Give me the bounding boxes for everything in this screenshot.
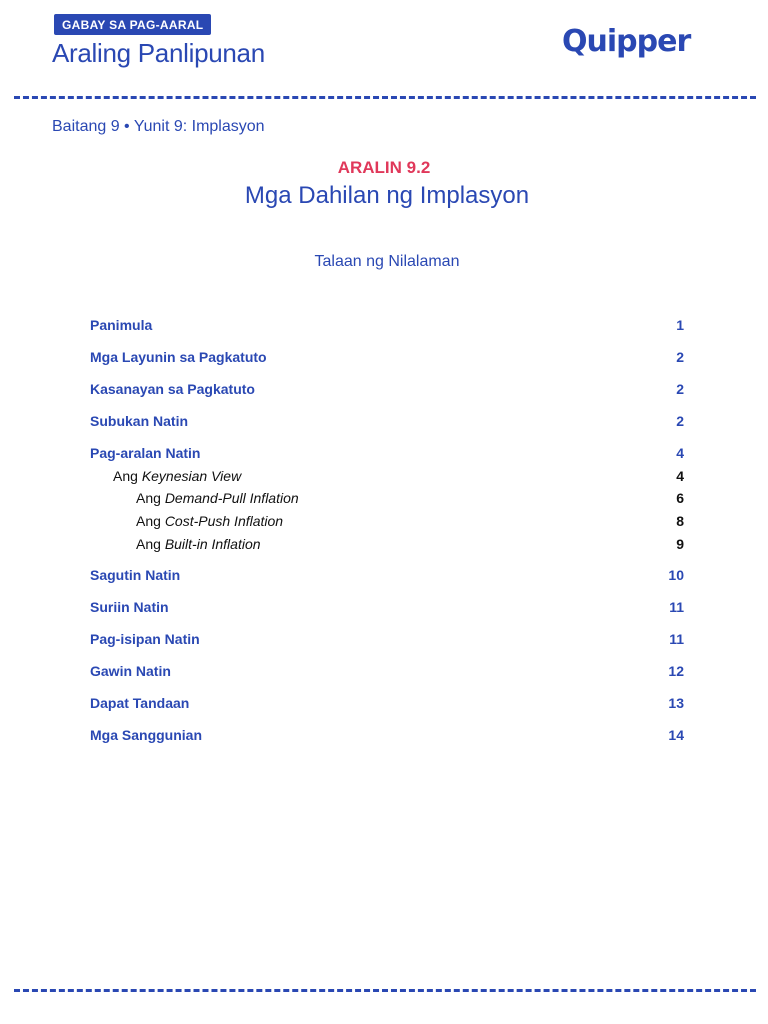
toc-item[interactable] [90, 693, 684, 713]
toc-item-page-number: 11 [669, 631, 684, 647]
toc-item-text: Pag-aralan Natin [90, 445, 201, 461]
lesson-title: Mga Dahilan ng Implasyon [244, 182, 530, 209]
toc-heading: Talaan ng Nilalaman [314, 253, 460, 270]
toc-item[interactable] [90, 565, 684, 585]
toc-item-page-number: 10 [668, 567, 684, 583]
toc-item-label [90, 445, 200, 461]
toc-item-label [90, 349, 267, 365]
toc-item-label [90, 663, 171, 679]
toc-item-italic-text: Cost-Push Inflation [164, 513, 284, 529]
toc-item-page-number: 1 [676, 317, 684, 333]
toc-item-text: Ang [136, 513, 165, 529]
toc-item-text: Ang [113, 468, 142, 484]
toc-item-text: Sagutin Natin [90, 567, 181, 583]
toc-item-page-number: 11 [669, 599, 684, 615]
toc-item-text: Suriin Natin [90, 599, 169, 615]
toc-item-italic-text: Demand-Pull Inflation [164, 490, 299, 506]
toc-item-text: Gawin Natin [90, 663, 171, 679]
toc-item-label [90, 490, 299, 506]
toc-item-page-number: 12 [668, 663, 684, 679]
toc-item[interactable] [90, 511, 684, 531]
toc-item-label [90, 567, 180, 583]
toc-item-page-number: 4 [676, 468, 684, 484]
toc-item[interactable] [90, 347, 684, 367]
toc-item-label [90, 513, 283, 529]
toc-item-italic-text: Built-in Inflation [164, 536, 261, 552]
toc-item-label [90, 631, 200, 647]
toc-item-page-number: 6 [676, 490, 684, 506]
toc-item-page-number: 4 [676, 445, 684, 461]
toc-item-page-number: 13 [668, 695, 684, 711]
toc-item-text: Mga Sanggunian [90, 727, 202, 743]
toc-item[interactable] [90, 488, 684, 508]
toc-item-italic-text: Keynesian View [141, 468, 242, 484]
toc-item-label [90, 468, 241, 484]
toc-item-text: Pag-isipan Natin [90, 631, 200, 647]
toc-item-text: Subukan Natin [90, 413, 189, 429]
toc-item-page-number: 2 [676, 413, 684, 429]
footer-divider [14, 989, 756, 992]
header-divider [14, 96, 756, 99]
toc-item-page-number: 2 [676, 349, 684, 365]
toc-item-text: Mga Layunin sa Pagkatuto [90, 349, 267, 365]
toc-item[interactable] [90, 379, 684, 399]
subject-title: Araling Panlipunan [52, 38, 265, 68]
toc-item[interactable] [90, 411, 684, 431]
toc-item-label [90, 413, 188, 429]
toc-item-page-number: 14 [668, 727, 684, 743]
toc-item-text: Kasanayan sa Pagkatuto [90, 381, 255, 397]
toc-item-text: Dapat Tandaan [90, 695, 190, 711]
toc-item[interactable] [90, 597, 684, 617]
toc-item-label [90, 599, 169, 615]
toc-item[interactable] [90, 725, 684, 745]
toc-item-page-number: 8 [676, 513, 684, 529]
toc-item-label [90, 695, 189, 711]
lesson-number: ARALIN 9.2 [337, 158, 431, 177]
toc-item-page-number: 2 [676, 381, 684, 397]
toc-item[interactable] [90, 443, 684, 463]
guide-badge: GABAY SA PAG-AARAL [54, 14, 211, 35]
toc-item[interactable] [90, 629, 684, 649]
toc-item-label [90, 317, 152, 333]
toc-item-text: Ang [136, 536, 165, 552]
toc-item-label [90, 381, 255, 397]
toc-item[interactable] [90, 315, 684, 335]
toc-item-page-number: 9 [676, 536, 684, 552]
breadcrumb: Baitang 9 • Yunit 9: Implasyon [52, 118, 265, 135]
quipper-logo: Quipper [562, 24, 691, 59]
toc-item[interactable] [90, 534, 684, 554]
toc-item-text: Ang [136, 490, 165, 506]
toc-item[interactable] [90, 466, 684, 486]
toc-item-text: Panimula [90, 317, 153, 333]
toc-item[interactable] [90, 661, 684, 681]
toc-item-label [90, 727, 202, 743]
toc-item-label [90, 536, 261, 552]
